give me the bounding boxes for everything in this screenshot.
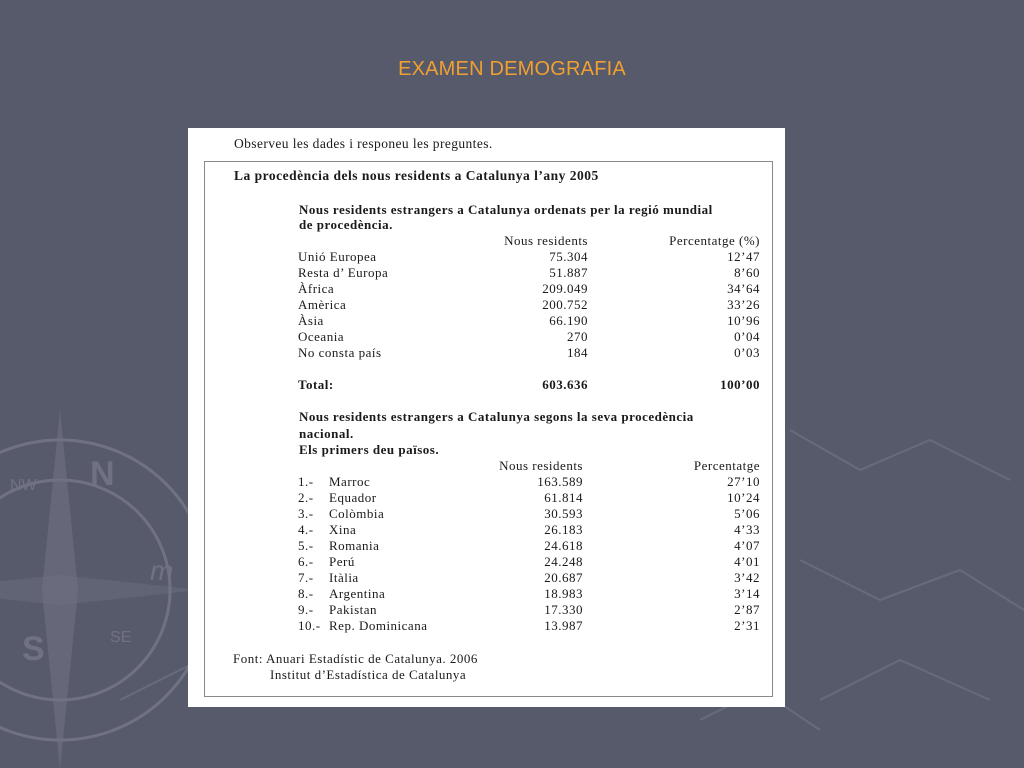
region-percent: 8’60 [734, 265, 760, 280]
country-rank: 8.- [298, 586, 314, 601]
country-percent: 3’14 [734, 586, 760, 601]
region-name: Àsia [298, 313, 324, 328]
country-residents: 20.687 [544, 570, 583, 585]
country-residents: 163.589 [537, 474, 583, 489]
regions-title-line2: de procedència. [299, 217, 393, 232]
svg-text:N: N [90, 455, 115, 493]
country-name: Argentina [329, 586, 386, 601]
country-residents: 18.983 [544, 586, 583, 601]
region-name: Àfrica [298, 281, 335, 296]
region-residents: 200.752 [542, 297, 588, 312]
region-percent: 12’47 [727, 249, 760, 264]
country-rank: 7.- [298, 570, 314, 585]
country-name: Romania [329, 538, 380, 553]
country-name: Perú [329, 554, 355, 569]
region-name: Resta d’ Europa [298, 265, 389, 280]
country-rank: 2.- [298, 490, 314, 505]
region-percent: 0’03 [734, 345, 760, 360]
countries-title-line3: Els primers deu països. [299, 442, 440, 457]
region-percent: 34’64 [727, 281, 760, 296]
country-name: Xina [329, 522, 357, 537]
document-scan [188, 128, 785, 707]
region-residents: 51.887 [549, 265, 588, 280]
total-label: Total: [298, 377, 334, 392]
country-name: Colòmbia [329, 506, 385, 521]
document-heading: La procedència dels nous residents a Catalunya l’any 2005 [234, 168, 599, 183]
country-residents: 24.248 [544, 554, 583, 569]
region-residents: 209.049 [542, 281, 588, 296]
region-residents: 75.304 [549, 249, 588, 264]
country-percent: 4’01 [734, 554, 760, 569]
country-rank: 5.- [298, 538, 314, 553]
region-name: Oceania [298, 329, 345, 344]
svg-text:NW: NW [10, 477, 37, 494]
source-line1: Font: Anuari Estadístic de Catalunya. 2006 [233, 651, 478, 666]
country-name: Marroc [329, 474, 371, 489]
country-rank: 4.- [298, 522, 314, 537]
regions-col-residents: Nous residents [504, 233, 588, 248]
region-percent: 33’26 [727, 297, 760, 312]
svg-text:m: m [150, 555, 174, 586]
country-residents: 61.814 [544, 490, 583, 505]
country-percent: 2’31 [734, 618, 760, 633]
countries-title-line1: Nous residents estrangers a Catalunya segons la seva procedència [299, 409, 694, 424]
region-residents: 184 [567, 345, 588, 360]
country-name: Pakistan [329, 602, 378, 617]
country-percent: 27’10 [727, 474, 760, 489]
country-name: Itàlia [329, 570, 359, 585]
country-percent: 10’24 [727, 490, 760, 505]
svg-text:SE: SE [110, 629, 132, 646]
countries-col-residents: Nous residents [499, 458, 583, 473]
country-residents: 26.183 [544, 522, 583, 537]
country-residents: 13.987 [544, 618, 583, 633]
region-residents: 66.190 [549, 313, 588, 328]
country-percent: 2’87 [734, 602, 760, 617]
region-name: Unió Europea [298, 249, 377, 264]
region-name: Amèrica [298, 297, 347, 312]
region-percent: 0’04 [734, 329, 760, 344]
svg-text:S: S [22, 630, 45, 668]
countries-col-percent: Percentatge [693, 458, 760, 473]
regions-title-line1: Nous residents estrangers a Catalunya ordenats per la regió mundial [299, 202, 713, 217]
total-residents: 603.636 [542, 377, 588, 392]
regions-col-percent: Percentatge (%) [669, 233, 760, 248]
total-percent: 100’00 [720, 377, 760, 392]
country-residents: 30.593 [544, 506, 583, 521]
country-percent: 4’33 [734, 522, 760, 537]
country-name: Rep. Dominicana [329, 618, 428, 633]
region-residents: 270 [567, 329, 588, 344]
source-line2: Institut d’Estadística de Catalunya [270, 667, 467, 682]
country-name: Equador [329, 490, 377, 505]
country-residents: 17.330 [544, 602, 583, 617]
country-percent: 5’06 [734, 506, 760, 521]
region-name: No consta país [298, 345, 382, 360]
country-rank: 10.- [298, 618, 321, 633]
slide-title: EXAMEN DEMOGRAFIA [398, 58, 626, 80]
country-rank: 1.- [298, 474, 314, 489]
country-percent: 4’07 [734, 538, 760, 553]
countries-title-line2: nacional. [299, 426, 354, 441]
region-percent: 10’96 [727, 313, 760, 328]
country-percent: 3’42 [734, 570, 760, 585]
instruction-text: Observeu les dades i responeu les preguntes. [234, 136, 493, 151]
country-rank: 6.- [298, 554, 314, 569]
country-residents: 24.618 [544, 538, 583, 553]
country-rank: 3.- [298, 506, 314, 521]
country-rank: 9.- [298, 602, 314, 617]
